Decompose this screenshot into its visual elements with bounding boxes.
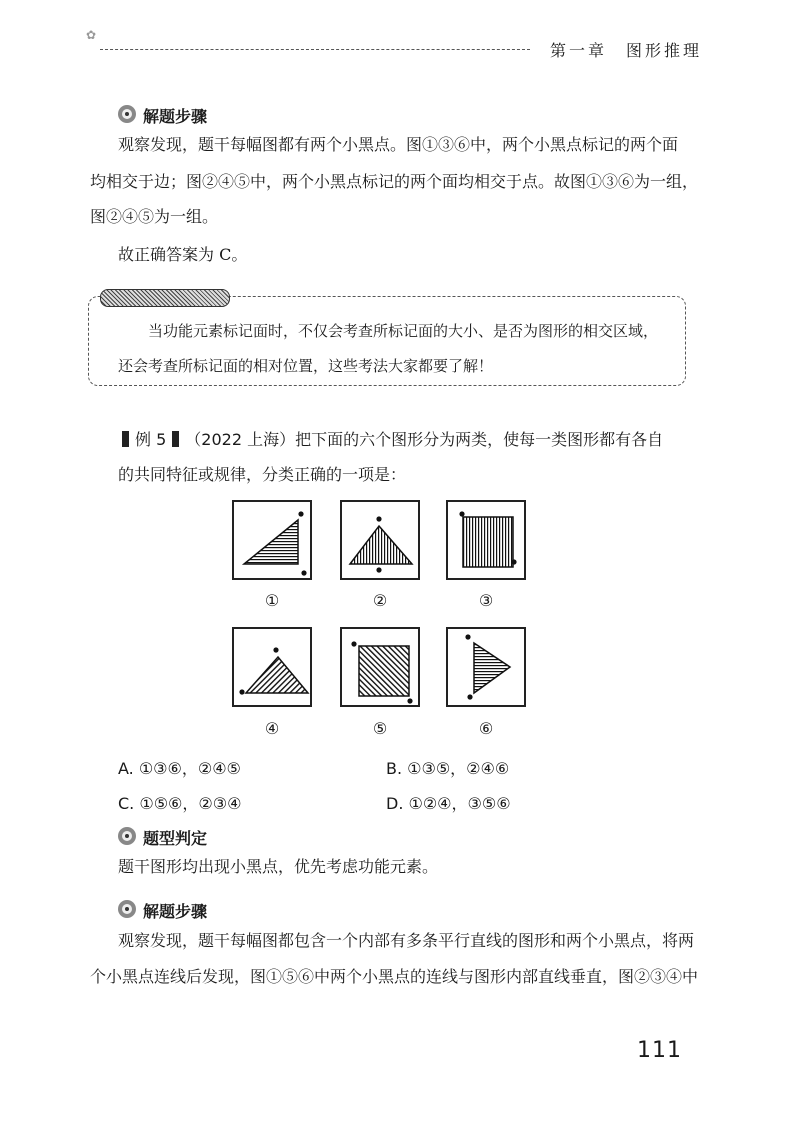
figure-label: ③ [478,591,494,610]
figure-6 [446,627,526,707]
tip-tag-badge [100,289,230,307]
figure-2 [340,500,420,580]
paragraph-line: 题干图形均出现小黑点，优先考虑功能元素。 [118,857,439,876]
answer-line: 故正确答案为 C。 [118,245,248,264]
figure-3 [446,500,526,580]
figure-5 [340,627,420,707]
tip-text-line: 当功能元素标记面时，不仅会考查所标记面的大小、是否为图形的相交区域， [148,322,659,340]
chapter-header: 第一章 图形推理 [550,41,703,60]
figure-label: ② [372,591,388,610]
option-b: B. ①③⑤，②④⑥ [386,759,510,778]
header-rule [100,49,530,50]
example-bracket-icon [122,431,129,447]
section-flower-icon [117,899,137,919]
figure-label: ④ [264,719,280,738]
paragraph-line: 观察发现，题干每幅图都包含一个内部有多条平行直线的图形和两个小黑点，将两 [118,931,695,950]
section-title-solution-steps: 解题步骤 [143,902,208,921]
figure-label: ① [264,591,280,610]
figure-label: ⑤ [372,719,388,738]
option-d: D. ①②④，③⑤⑥ [386,794,511,813]
paragraph-line: 均相交于边；图②④⑤中，两个小黑点标记的两个面均相交于点。故图①③⑥为一组， [90,172,699,191]
section-title-question-type: 题型判定 [143,829,208,848]
section-flower-icon [117,104,137,124]
tip-text-line: 还会考查所标记面的相对位置，这些考法大家都要了解！ [118,357,494,375]
example-prompt [116,427,663,450]
figure-label: ⑥ [478,719,494,738]
option-a: A. ①③⑥，②④⑤ [118,759,241,778]
paragraph-line: 个小黑点连线后发现，图①⑤⑥中两个小黑点的连线与图形内部直线垂直，图②③④中 [90,967,699,986]
figure-4 [232,627,312,707]
section-flower-icon [117,826,137,846]
page-number: 111 [637,1038,682,1063]
paragraph-line: 图②④⑤为一组。 [90,207,219,226]
example-text: （2022 上海）把下面的六个图形分为两类，使每一类图形都有各自 [185,430,664,449]
figure-1 [232,500,312,580]
paragraph-line: 观察发现，题干每幅图都有两个小黑点。图①③⑥中，两个小黑点标记的两个面 [118,135,679,154]
example-bracket-icon [172,431,179,447]
section-title-solution-steps: 解题步骤 [143,107,208,126]
example-number: 例 5 [135,430,167,449]
example-text-line2: 的共同特征或规律，分类正确的一项是： [118,465,407,484]
header-ornament-icon: ✿ [86,28,97,42]
option-c: C. ①⑤⑥，②③④ [118,794,242,813]
